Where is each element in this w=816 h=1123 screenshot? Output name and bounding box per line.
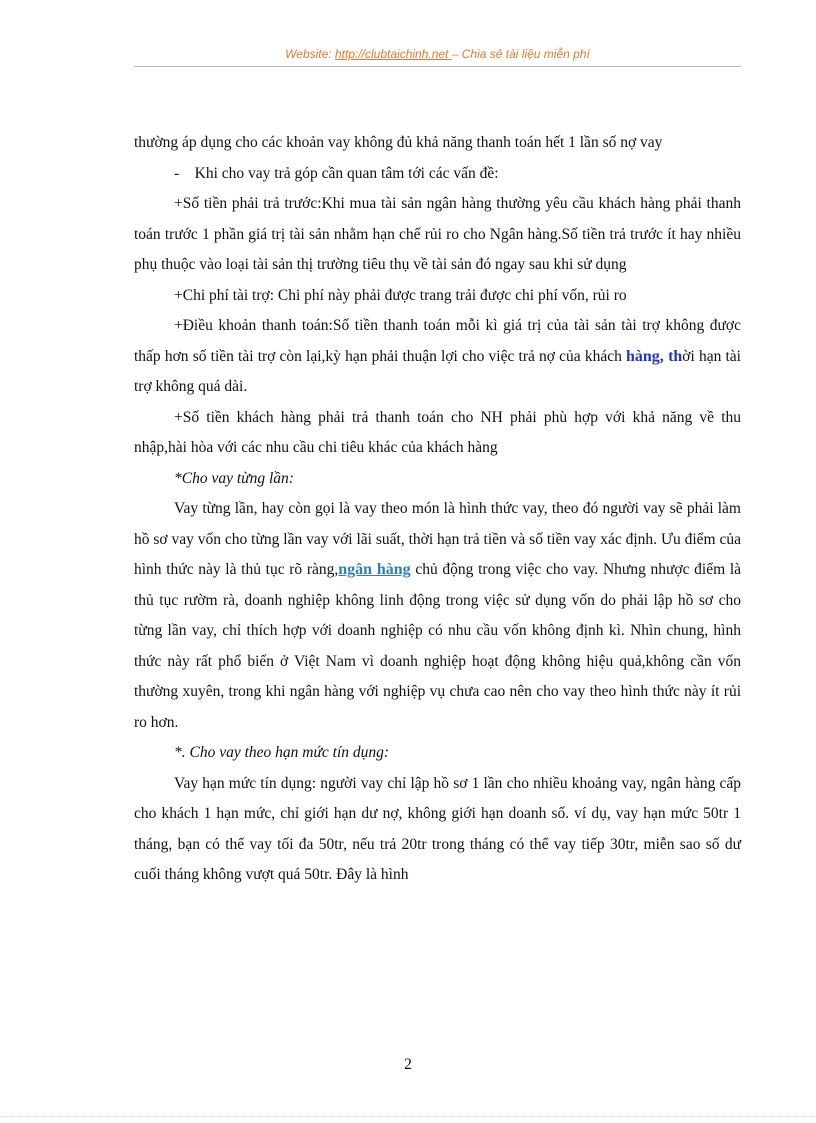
paragraph-repayment: +Số tiền khách hàng phải trả thanh toán cho NH phải phù hợp với khả năng về thu nhập,hài hòa với các nhu cầu chi tiêu khác của khách hàng xyxy=(134,408,741,456)
header-divider xyxy=(134,66,741,67)
per-loan-text-end: chủ động trong việc cho vay. Nhưng nhược điểm là thủ tục rườm rà, doanh nghiệp không linh động trong việc sử dụng vốn do phải lập hồ sơ cho từng lần vay, chỉ thích hợp với doanh nghiệp có nhu cầu vốn không định kì. Nhìn chung, hình thức này rất phổ biến ở Việt Nam vì doanh nghiệp hoạt động không hiệu quả,không cần vốn thường xuyên, trong khi ngân hàng với nghiệp vụ chưa cao nên cho vay theo hình thức này ít rủi ro hơn. xyxy=(134,561,742,731)
highlighted-text: hàng, th xyxy=(625,347,683,365)
section-heading-credit-line: *. Cho vay theo hạn mức tín dụng: xyxy=(174,744,390,761)
paragraph-credit-line: Vay hạn mức tín dụng: người vay chỉ lập hồ sơ 1 lần cho nhiều khoảng vay, ngân hàng cấp cho khách 1 hạn mức, chỉ giới hạn dư nợ, không giới hạn doanh số. ví dụ, vay hạn mức 50tr 1 tháng, bạn có thể vay tối đa 50tr, nếu trả 20tr trong tháng có thể vay tiếp 30tr, miễn sao số dư cuối tháng không vượt quá 50tr. Đây là hình xyxy=(134,774,741,883)
payment-terms-text-end: ời hạn tài trợ không quá dài. xyxy=(134,347,741,395)
page-number: 2 xyxy=(404,1056,412,1073)
payment-terms-text: +Điều khoản thanh toán:Số tiền thanh toán mỗi kì giá trị của tài sản tài trợ không được thấp hơn số tiền tài trợ còn lại,kỳ hạn phải thuận lợi cho việc trả nợ của khách xyxy=(134,317,741,365)
paragraph-continuation: thường áp dụng cho các khoản vay không đủ khả năng thanh toán hết 1 lần số nợ vay xyxy=(134,134,663,151)
header-prefix: Website: xyxy=(285,47,335,61)
paragraph-prepayment: +Số tiền phải trả trước:Khi mua tài sản ngân hàng thường yêu cầu khách hàng phải thanh toán trước 1 phần giá trị tài sản nhằm hạn chế rủi ro cho Ngân hàng.Số tiền trả trước ít hay nhiều phụ thuộc vào loại tài sản thị trường tiêu thụ về tài sản đó ngay sau khi sử dụng xyxy=(134,195,741,273)
paragraph-list-intro: - Khi cho vay trả góp cần quan tâm tới các vấn đề: xyxy=(174,164,499,182)
per-loan-text: Vay từng lần, hay còn gọi là vay theo món là hình thức vay, theo đó người vay sẽ phải làm hồ sơ vay vốn cho từng lần vay với lãi suất, thời hạn trả tiền và số tiền vay xác định. Ưu điểm của hình thức này là thủ tục rõ ràng, xyxy=(134,500,741,578)
document-body xyxy=(134,128,741,891)
page-header xyxy=(134,47,741,61)
bank-link[interactable]: ngân hàng xyxy=(338,561,411,578)
header-link[interactable]: http://clubtaichinh.net xyxy=(334,47,452,61)
paragraph-financing-cost: +Chi phí tài trợ: Chi phí này phải được trang trải được chi phí vốn, rủi ro xyxy=(174,286,627,304)
footer-divider xyxy=(0,1116,816,1117)
section-heading-per-loan: *Cho vay từng lần: xyxy=(174,469,294,487)
paragraph-payment-terms xyxy=(134,311,741,403)
paragraph-per-loan xyxy=(134,494,741,738)
header-suffix: – Chia sẻ tài liệu miễn phí xyxy=(451,47,590,61)
